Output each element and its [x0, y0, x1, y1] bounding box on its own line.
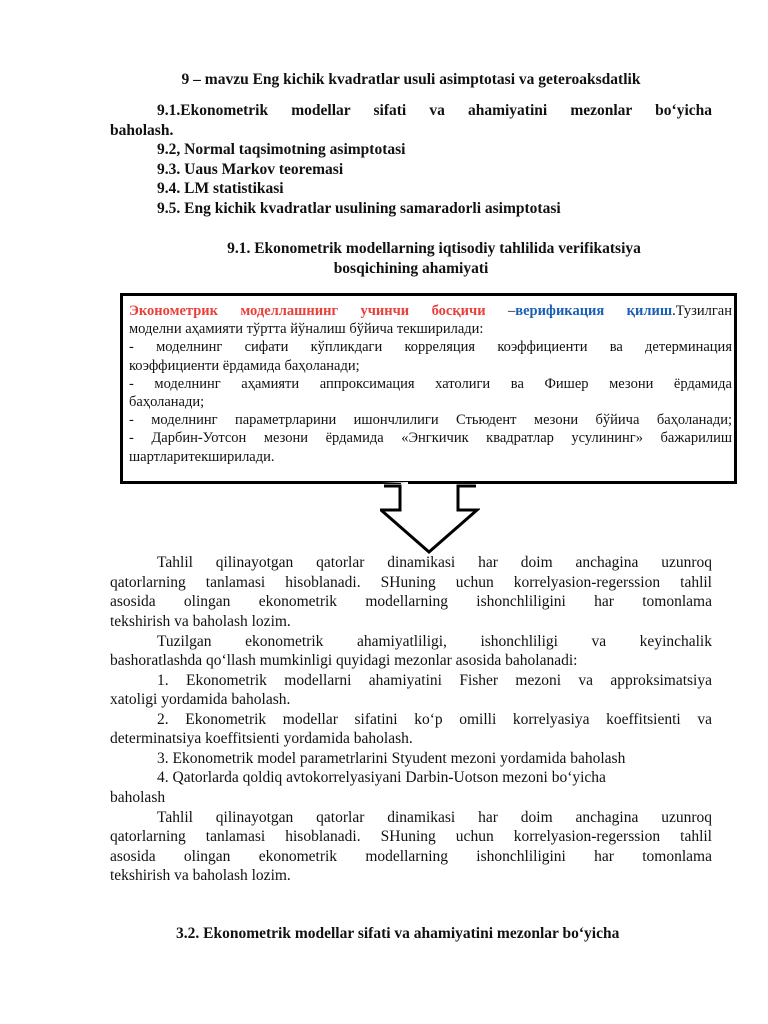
- toc-item-5: 9.5. Eng kichik kvadratlar usulining samaradorli asimptotasi: [157, 200, 561, 217]
- list-item-2-line-2: determinatsiya koeffitsienti yordamida baholash.: [110, 730, 413, 747]
- paragraph-2-line-2: bashoratlashda qo‘llash mumkinligi quyidagi mezonlar asosida baholanadi:: [110, 652, 578, 669]
- callout-line-1-rest: .Тузилган: [672, 303, 732, 319]
- paragraph-3-line-4: tekshirish va baholash lozim.: [110, 867, 291, 884]
- callout-line-3: - моделнинг сифати кўпликдаги корреляция коэффициенти ва детерминация: [129, 339, 732, 356]
- section-title-line1: 9.1. Ekonometrik modellarning iqtisodiy tahlilida verifikatsiya: [227, 240, 641, 257]
- callout-line-6: баҳоланади;: [129, 394, 205, 411]
- paragraph-3-line-2: qatorlarning tanlamasi hisoblanadi. SHuning uchun korrelyasion-regerssion tahlil: [110, 828, 712, 845]
- callout-blue-phrase: верификация қилиш: [515, 303, 673, 319]
- callout-line-5: - моделнинг аҳамияти аппроксимация хатолиги ва Фишер мезони ёрдамида: [129, 375, 732, 392]
- toc-item-2: 9.2, Normal taqsimotning asimptotasi: [157, 141, 406, 158]
- toc-item-1-cont: baholash.: [110, 122, 174, 139]
- list-item-4-line-1: 4. Qatorlarda qoldiq avtokorrelyasiyani Darbin-Uotson mezoni bo‘yicha: [157, 769, 606, 786]
- callout-red-phrase: Эконометрик моделлашнинг учинчи босқичи: [129, 303, 486, 319]
- callout-line-2: моделни аҳамияти тўртта йўналиш бўйича текширилади:: [129, 321, 484, 338]
- down-arrow-icon: [380, 482, 480, 556]
- paragraph-3-line-1: Tahlil qilinayotgan qatorlar dinamikasi har doim anchagina uzunroq: [157, 809, 712, 826]
- callout-line-9: шартларитекширилади.: [129, 448, 275, 465]
- subsection-title: 3.2. Ekonometrik modellar sifati va ahamiyatini mezonlar bo‘yicha: [176, 925, 620, 942]
- callout-box: [120, 293, 737, 484]
- callout-line-4: коэффициенти ёрдамида баҳоланади;: [129, 357, 360, 374]
- paragraph-1-line-2: qatorlarning tanlamasi hisoblanadi. SHuning uchun korrelyasion-regerssion tahlil: [110, 574, 712, 591]
- paragraph-1-line-1: Tahlil qilinayotgan qatorlar dinamikasi har doim anchagina uzunroq: [157, 554, 712, 571]
- list-item-1-line-1: 1. Ekonometrik modellarni ahamiyatini Fisher mezoni va approksimatsiya: [157, 672, 712, 689]
- paragraph-3-line-3: asosida olingan ekonometrik modellarning ishonchliligini har tomonlama: [110, 848, 712, 865]
- callout-text: [129, 302, 732, 466]
- toc-item-4: 9.4. LM statistikasi: [157, 180, 284, 197]
- topic-heading: 9 – mavzu Eng kichik kvadratlar usuli asimptotasi va geteroaksdatlik: [181, 71, 641, 88]
- callout-line-7: - моделнинг параметрларини ишончлилиги Стьюдент мезони бўйича баҳоланади;: [129, 412, 732, 429]
- list-item-1-line-2: xatoligi yordamida baholash.: [110, 691, 291, 708]
- toc-item-1: 9.1.Ekonometrik modellar sifati va ahamiyatini mezonlar bo‘yicha: [157, 102, 712, 119]
- callout-line-1: [129, 302, 732, 320]
- paragraph-2-line-1: Tuzilgan ekonometrik ahamiyatliligi, ishonchliligi va keyinchalik: [157, 633, 712, 650]
- callout-line-8: - Дарбин-Уотсон мезони ёрдамида «Энгкичик квадратлар усулининг» бажарилиш: [129, 430, 732, 447]
- toc-item-3: 9.3. Uaus Markov teoremasi: [157, 161, 344, 178]
- list-item-4-line-2: baholash: [110, 789, 166, 806]
- paragraph-1-line-4: tekshirish va baholash lozim.: [110, 613, 291, 630]
- list-item-2-line-1: 2. Ekonometrik modellar sifatini ko‘p omilli korrelyasiya koeffitsienti va: [157, 711, 712, 728]
- list-item-3: 3. Ekonometrik model parametrlarini Styudent mezoni yordamida baholash: [157, 750, 626, 767]
- callout-dash: –: [507, 303, 516, 319]
- section-title-line2: bosqichining ahamiyati: [333, 260, 489, 277]
- paragraph-1-line-3: asosida olingan ekonometrik modellarning ishonchliligini har tomonlama: [110, 593, 712, 610]
